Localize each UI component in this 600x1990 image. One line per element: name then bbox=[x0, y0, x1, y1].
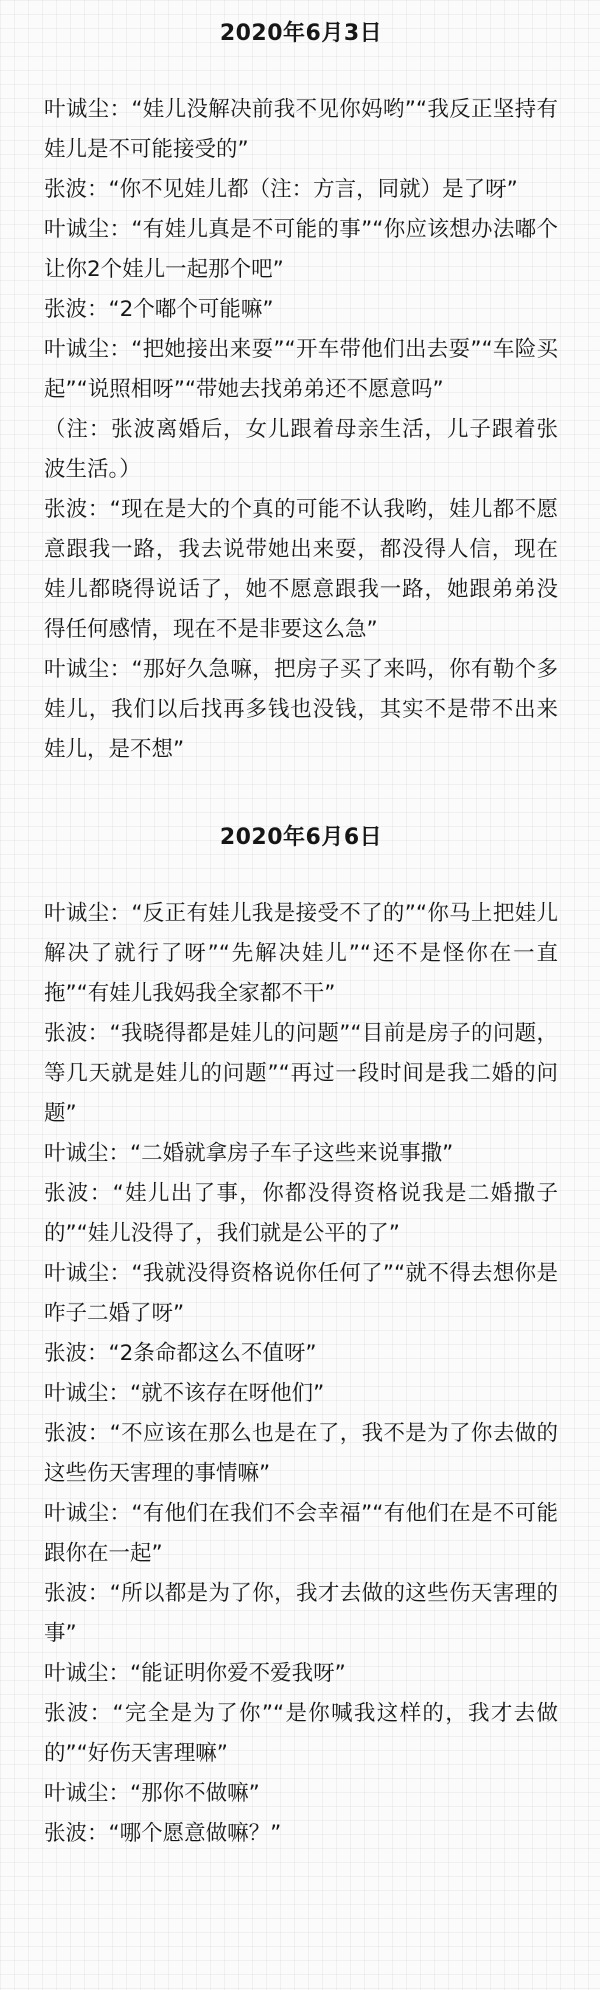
transcript-paragraph: 张波：“我晓得都是娃儿的问题”“目前是房子的问题，等几天就是娃儿的问题”“再过一段时间是我二婚的问题” bbox=[44, 1021, 558, 1126]
transcript-paragraph: 张波：“2个嘟个可能嘛” bbox=[44, 297, 274, 322]
transcript-paragraph: 叶诚尘：“有娃儿真是不可能的事”“你应该想办法嘟个让你2个娃儿一起那个吧” bbox=[44, 217, 558, 282]
transcript-paragraph: 张波：“现在是大的个真的可能不认我哟，娃儿都不愿意跟我一路，我去说带她出来耍，都没得人信，现在娃儿都晓得说话了，她不愿意跟我一路，她跟弟弟没得任何感情，现在不是非要这么急” bbox=[44, 497, 558, 642]
date-heading: 2020年6月3日 bbox=[219, 21, 383, 46]
transcript-paragraph: 叶诚尘：“娃儿没解决前我不见你妈哟”“我反正坚持有娃儿是不可能接受的” bbox=[44, 97, 558, 162]
transcript-paragraph: 叶诚尘：“二婚就拿房子车子这些来说事撒” bbox=[44, 1141, 454, 1166]
transcript-paragraph: 叶诚尘：“那你不做嘛” bbox=[44, 1781, 260, 1806]
transcript-paragraph: 叶诚尘：“那好久急嘛，把房子买了来吗，你有勒个多娃儿，我们以后找再多钱也没钱，其实不是带不出来娃儿，是不想” bbox=[44, 657, 558, 762]
transcript-note: （注：张波离婚后，女儿跟着母亲生活，儿子跟着张波生活。） bbox=[44, 417, 558, 482]
transcript-section-june-6 bbox=[44, 818, 558, 1854]
transcript-paragraph: 张波：“完全是为了你”“是你喊我这样的，我才去做的”“好伤天害理嘛” bbox=[44, 1701, 558, 1766]
transcript-section-june-3 bbox=[44, 14, 558, 770]
transcript-paragraph: 张波：“不应该在那么也是在了，我不是为了你去做的这些伤天害理的事情嘛” bbox=[44, 1421, 558, 1486]
transcript-paragraph: 叶诚尘：“能证明你爱不爱我呀” bbox=[44, 1661, 346, 1686]
transcript-paragraph: 叶诚尘：“我就没得资格说你任何了”“就不得去想你是咋子二婚了呀” bbox=[44, 1261, 558, 1326]
transcript-paragraph: 张波：“你不见娃儿都（注：方言，同就）是了呀” bbox=[44, 177, 518, 202]
date-heading: 2020年6月6日 bbox=[219, 825, 383, 850]
transcript-paragraph: 张波：“娃儿出了事，你都没得资格说我是二婚撒子的”“娃儿没得了，我们就是公平的了” bbox=[44, 1181, 558, 1246]
transcript-paragraph: 叶诚尘：“有他们在我们不会幸福”“有他们在是不可能跟你在一起” bbox=[44, 1501, 558, 1566]
transcript-paragraph: 叶诚尘：“就不该存在呀他们” bbox=[44, 1381, 325, 1406]
transcript-paragraph: 叶诚尘：“反正有娃儿我是接受不了的”“你马上把娃儿解决了就行了呀”“先解决娃儿”“还不是怪你在一直拖”“有娃儿我妈我全家都不干” bbox=[44, 901, 558, 1006]
transcript-paragraph: 张波：“所以都是为了你，我才去做的这些伤天害理的事” bbox=[44, 1581, 558, 1646]
transcript-paragraph: 张波：“2条命都这么不值呀” bbox=[44, 1341, 317, 1366]
transcript-paragraph: 张波：“哪个愿意做嘛？” bbox=[44, 1821, 282, 1846]
transcript-paragraph: 叶诚尘：“把她接出来耍”“开车带他们出去耍”“车险买起”“说照相呀”“带她去找弟弟还不愿意吗” bbox=[44, 337, 558, 402]
